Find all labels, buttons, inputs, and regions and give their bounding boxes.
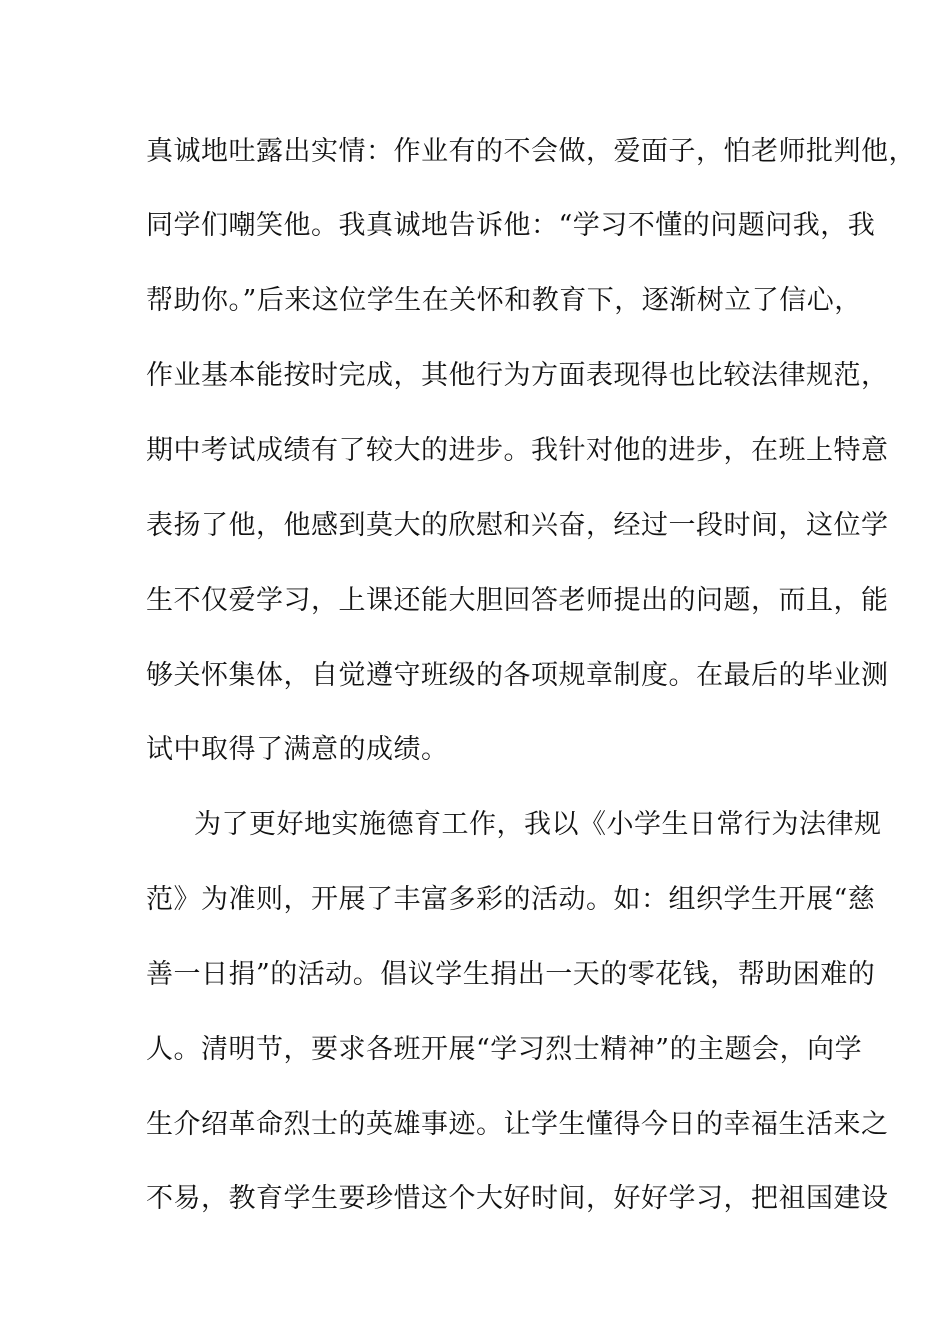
text-line: 够关怀集体，自觉遵守班级的各项规章制度。在最后的毕业测	[146, 660, 889, 691]
text-line: 试中取得了满意的成绩。	[146, 734, 449, 765]
text-line: 不易，教育学生要珍惜这个大好时间，好好学习，把祖国建设	[146, 1183, 889, 1214]
text-line: 生介绍革命烈士的英雄事迹。让学生懂得今日的幸福生活来之	[146, 1109, 889, 1140]
text-line: 善一日捐”的活动。倡议学生捐出一天的零花钱，帮助困难的	[146, 959, 876, 990]
text-line: 期中考试成绩有了较大的进步。我针对他的进步，在班上特意	[146, 435, 889, 466]
text-line: 帮助你。”后来这位学生在关怀和教育下，逐渐树立了信心，	[146, 285, 862, 316]
text-line: 表扬了他，他感到莫大的欣慰和兴奋，经过一段时间，这位学	[146, 510, 889, 541]
text-line: 生不仅爱学习，上课还能大胆回答老师提出的问题，而且，能	[146, 585, 889, 616]
text-line: 人。清明节，要求各班开展“学习烈士精神”的主题会，向学	[146, 1034, 863, 1065]
paragraph-first-line: 为了更好地实施德育工作，我以《小学生日常行为法律规	[194, 809, 882, 840]
text-line: 同学们嘲笑他。我真诚地告诉他：“学习不懂的问题问我，我	[146, 210, 876, 241]
text-line: 作业基本能按时完成，其他行为方面表现得也比较法律规范，	[146, 360, 889, 391]
text-line: 真诚地吐露出实情：作业有的不会做，爱面子，怕老师批判他，	[146, 136, 916, 167]
text-line: 范》为准则，开展了丰富多彩的活动。如：组织学生开展“慈	[146, 884, 876, 915]
